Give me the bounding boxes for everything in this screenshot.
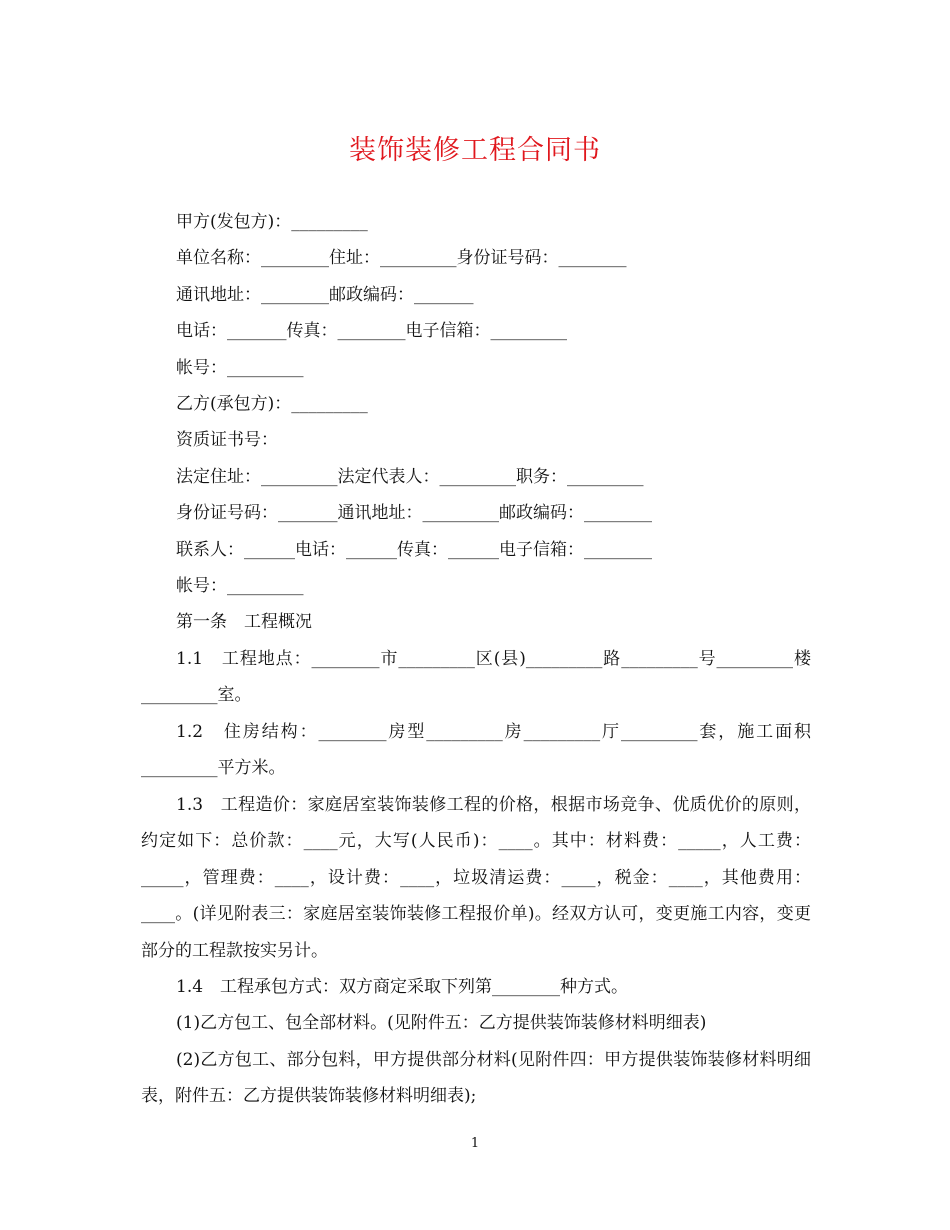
party-b-legal-line: 法定住址：_________法定代表人：_________职务：_________ bbox=[176, 467, 644, 487]
article-one-heading: 第一条 工程概况 bbox=[176, 612, 312, 632]
party-a-address-line: 通讯地址：________邮政编码：_______ bbox=[176, 285, 474, 305]
clause-option-2: (2)乙方包工、部分包料，甲方提供部分材料(见附件四：甲方提供装饰装修材料明细表，附件五：乙方提供装饰装修材料明细表); bbox=[141, 1050, 811, 1107]
party-a-contact-line: 电话：_______传真：________电子信箱：_________ bbox=[176, 321, 567, 341]
party-a-account-line: 帐号：_________ bbox=[176, 358, 304, 378]
clause-1-3: 1.3 工程造价：家庭居室装饰装修工程的价格，根据市场竞争、优质优价的原则，约定如下：总价款：____元，大写(人民币)：____。其中：材料费：_____，人工费：_____，管理费：____，设计费：____，垃圾清运费：____，税金：____，其他费用：____。(详见附表三：家庭居室装饰装修工程报价单)。经双方认可，变更施工内容，变更部分的工程款按实另计。 bbox=[141, 795, 811, 961]
party-b-contact-line: 联系人：______电话：______传真：______电子信箱：________ bbox=[176, 540, 652, 560]
clause-1-2: 1.2 住房结构：________房型_________房_________厅_________套，施工面积_________平方米。 bbox=[141, 722, 811, 779]
party-b-line: 乙方(承包方)：_________ bbox=[176, 394, 368, 414]
clause-1-1: 1.1 工程地点：________市_________区(县)_________路_________号_________楼_________室。 bbox=[141, 649, 811, 706]
party-a-unit-line: 单位名称：________住址：_________身份证号码：________ bbox=[176, 248, 627, 268]
party-b-account-line: 帐号：_________ bbox=[176, 576, 304, 596]
document-title: 装饰装修工程合同书 bbox=[349, 135, 601, 166]
party-a-line: 甲方(发包方)：_________ bbox=[176, 212, 368, 232]
clause-1-4: 1.4 工程承包方式：双方商定采取下列第________种方式。 bbox=[176, 977, 629, 997]
party-b-id-line: 身份证号码：_______通讯地址：_________邮政编码：________ bbox=[176, 503, 652, 523]
clause-option-1: (1)乙方包工、包全部材料。(见附件五：乙方提供装饰装修材料明细表) bbox=[176, 1013, 707, 1033]
page-number: 1 bbox=[470, 1136, 480, 1151]
party-b-cert-line: 资质证书号： bbox=[176, 430, 278, 450]
